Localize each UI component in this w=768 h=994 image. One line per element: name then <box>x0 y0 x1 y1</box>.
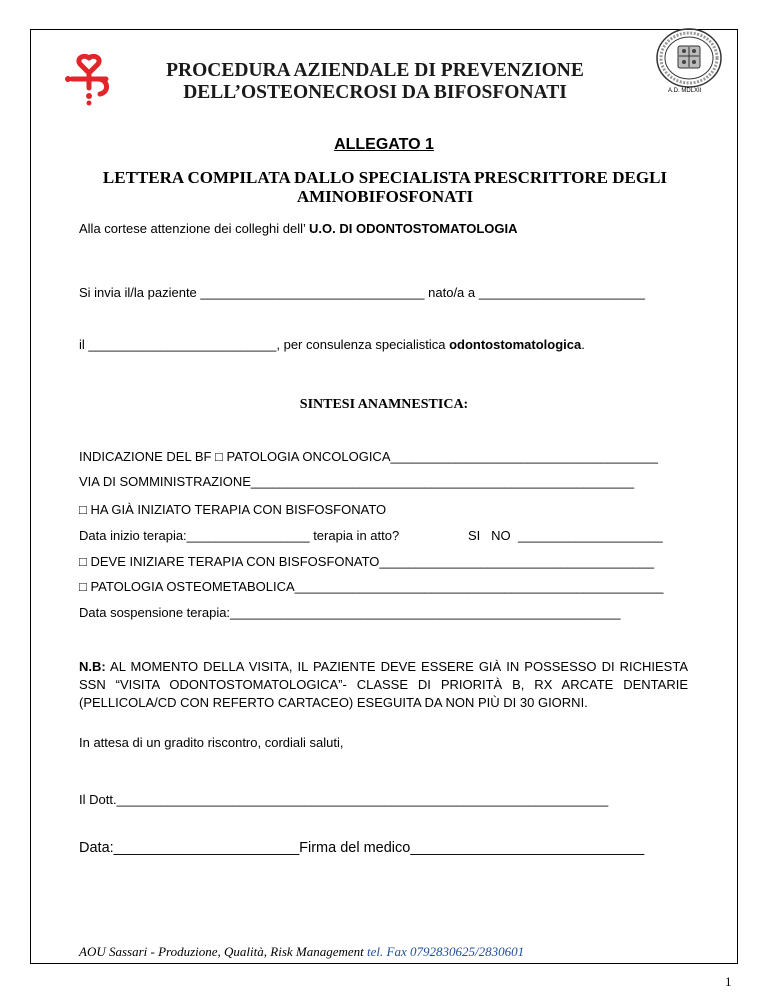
procedure-title: PROCEDURA AZIENDALE DI PREVENZIONE DELL’OSTEONECROSI DA BIFOSFONATI <box>166 60 584 103</box>
yes-no-line[interactable]: ____________________ <box>518 528 663 543</box>
osteometabolic-checkbox[interactable]: □ PATOLOGIA OSTEOMETABOLICA___________________________________________________ <box>79 579 664 594</box>
page-number: 1 <box>725 974 732 989</box>
hospital-logo-icon <box>62 52 116 106</box>
closing-line: In attesa di un gradito riscontro, cordiali saluti, <box>79 735 344 750</box>
footer-divider <box>30 963 738 964</box>
footer: AOU Sassari - Produzione, Qualità, Risk Management tel. Fax 0792830625/2830601 <box>79 944 525 959</box>
therapy-start-date-field[interactable]: Data inizio terapia:_________________ terapia in atto? <box>79 528 400 543</box>
date-signature-field[interactable]: Data:_______________________Firma del medico_____________________________ <box>79 840 645 856</box>
suspension-date-field[interactable]: Data sospensione terapia:______________________________________________________ <box>79 605 621 620</box>
patient-line[interactable]: Si invia il/la paziente _______________________________ nato/a a _______________________ <box>79 285 646 300</box>
indication-field[interactable]: INDICAZIONE DEL BF □ PATOLOGIA ONCOLOGICA_____________________________________ <box>79 449 658 464</box>
birthdate-line[interactable]: il __________________________, per consulenza specialistica odontostomatologica. <box>79 337 585 352</box>
greeting-line: Alla cortese attenzione dei colleghi dell’ U.O. DI ODONTOSTOMATOLOGIA <box>79 221 518 236</box>
started-therapy-checkbox[interactable]: □ HA GIÀ INIZIATO TERAPIA CON BISFOSFONATO <box>79 502 387 517</box>
administration-route-field[interactable]: VIA DI SOMMINISTRAZIONE_____________________________________________________ <box>79 474 635 489</box>
must-start-therapy-checkbox[interactable]: □ DEVE INIZIARE TERAPIA CON BISFOSFONATO______________________________________ <box>79 554 655 569</box>
letter-title: LETTERA COMPILATA DALLO SPECIALISTA PRESCRITTORE DEGLI AMINOBIFOSFONATI <box>102 168 668 206</box>
yes-no-options[interactable]: SI NO <box>468 528 511 543</box>
section-title: SINTESI ANAMNESTICA: <box>299 397 469 412</box>
attachment-heading: ALLEGATO 1 <box>334 136 434 153</box>
doctor-name-field[interactable]: Il Dott.____________________________________________________________________ <box>79 792 609 807</box>
university-seal-icon <box>654 26 724 90</box>
seal-caption: A.D. MDLXII <box>668 88 702 94</box>
note-paragraph: N.B: AL MOMENTO DELLA VISITA, IL PAZIENTE DEVE ESSERE GIÀ IN POSSESSO DI RICHIESTA SSN “VISITA ODONTOSTOMATOLOGICA”- CLASSE DI PRIORITÀ B, RX ARCATE DENTARIE (PELLICOLA/CD CON REFERTO CARTACEO) ESEGUITA DA NON PIÙ DI 30 GIORNI. <box>79 659 688 710</box>
